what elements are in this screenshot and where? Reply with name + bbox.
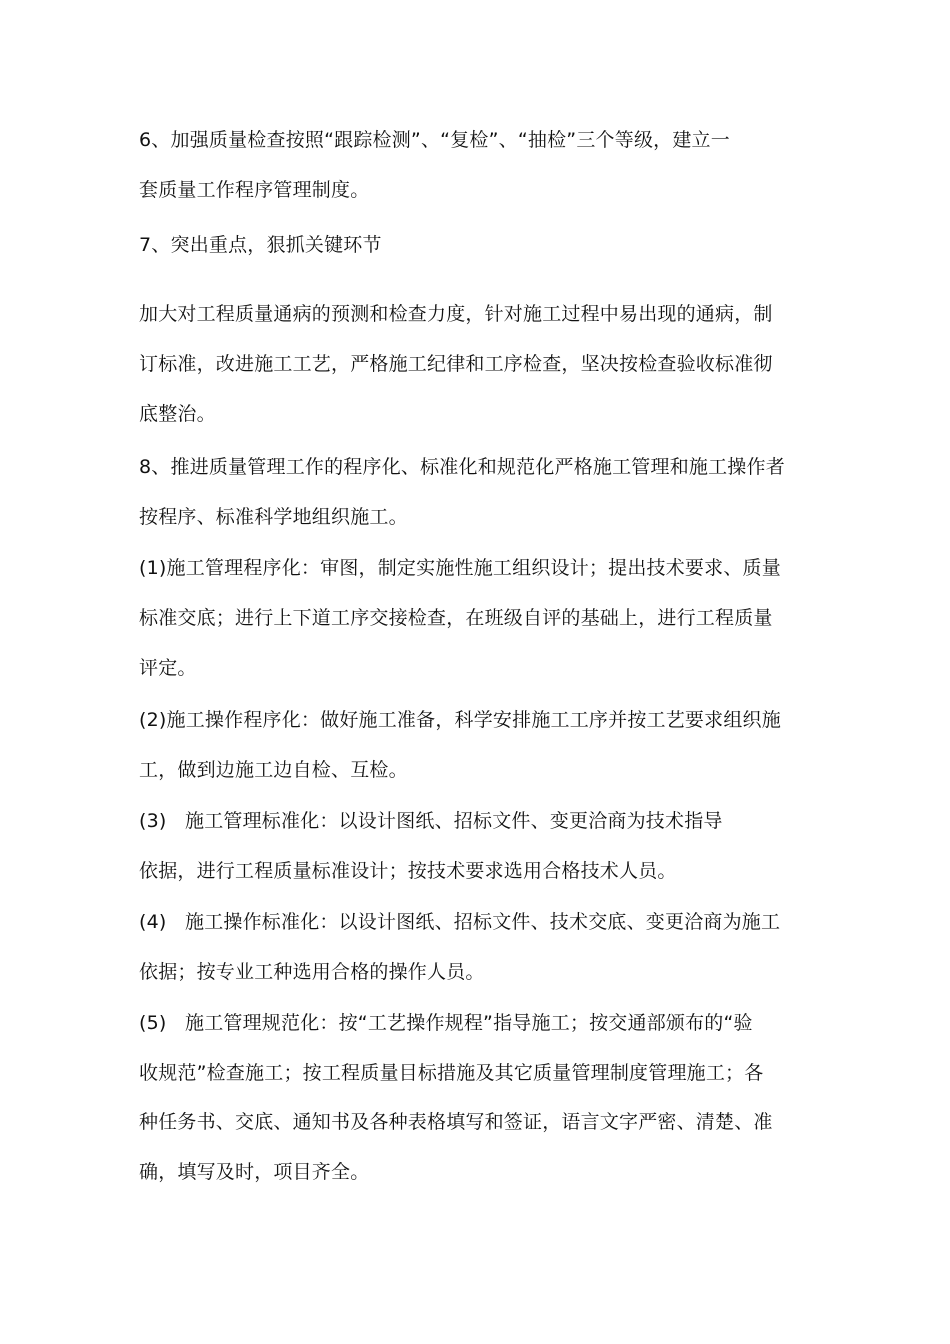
sub5-text: 施工管理规范化：按“工艺操作规程”指导施工；按交通部颁布的“验 <box>185 1012 753 1034</box>
sub1-line1: (1)施工管理程序化：审图，制定实施性施工组织设计；提出技术要求、质量 <box>139 557 781 579</box>
sub3-label: (3) <box>139 810 167 832</box>
sub5-line4: 确，填写及时，项目齐全。 <box>139 1161 370 1183</box>
sub3-line2: 依据，进行工程质量标准设计；按技术要求选用合格技术人员。 <box>139 860 677 882</box>
sub3-text: 施工管理标准化：以设计图纸、招标文件、变更洽商为技术指导 <box>185 810 723 832</box>
item7-title: 7、突出重点，狠抓关键环节 <box>139 234 382 256</box>
sub1-line3: 评定。 <box>139 657 197 679</box>
sub5-label: (5) <box>139 1012 167 1034</box>
sub5-line3: 种任务书、交底、通知书及各种表格填写和签证，语言文字严密、清楚、准 <box>139 1111 773 1133</box>
item8-line2: 按程序、标准科学地组织施工。 <box>139 506 408 528</box>
para-key-links-line3: 底整治。 <box>139 403 216 425</box>
sub4-line1 <box>139 910 780 934</box>
para-key-links-line2: 订标准，改进施工工艺，严格施工纪律和工序检查，坚决按检查验收标准彻 <box>139 353 773 375</box>
sub3-line1 <box>139 809 723 833</box>
sub5-line2: 收规范”检查施工；按工程质量目标措施及其它质量管理制度管理施工；各 <box>139 1062 764 1084</box>
sub2-line1: (2)施工操作程序化：做好施工准备，科学安排施工工序并按工艺要求组织施 <box>139 709 781 731</box>
para-key-links-line1: 加大对工程质量通病的预测和检查力度，针对施工过程中易出现的通病，制 <box>139 303 773 325</box>
sub4-label: (4) <box>139 911 167 933</box>
item8-line1: 8、推进质量管理工作的程序化、标准化和规范化严格施工管理和施工操作者 <box>139 456 785 478</box>
sub5-line1 <box>139 1011 753 1035</box>
item6-line2: 套质量工作程序管理制度。 <box>139 179 370 201</box>
sub2-line2: 工，做到边施工边自检、互检。 <box>139 759 408 781</box>
sub1-line2: 标准交底；进行上下道工序交接检查，在班级自评的基础上，进行工程质量 <box>139 607 773 629</box>
item6-line1: 6、加强质量检查按照“跟踪检测”、“复检”、“抽检”三个等级，建立一 <box>139 129 730 151</box>
sub4-line2: 依据；按专业工种选用合格的操作人员。 <box>139 961 485 983</box>
sub4-text: 施工操作标准化：以设计图纸、招标文件、技术交底、变更洽商为施工 <box>185 911 781 933</box>
